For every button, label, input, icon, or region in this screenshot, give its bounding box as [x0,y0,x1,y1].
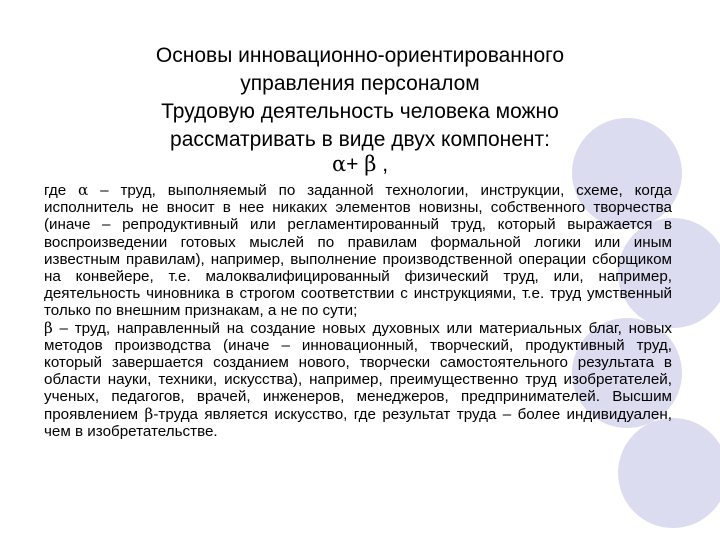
alpha-paragraph [44,182,672,320]
slide-title [110,42,610,154]
formula-plus: + [346,153,359,176]
beta-symbol-2: β [144,404,154,423]
beta-text-1: – труд, направленный на создание новых духовных или материальных благ, новых методов производства (иначе – инновационный, творческий, продуктивный труд, который завершается созданием нового, творчески самостоятельного результата в области науки, техники, искусства), например, преимущественно труд изобретателей, ученых, педагогов, врачей, инженеров, менеджеров, предпринимателей. Высшим проявлением [44,319,672,423]
beta-symbol: β [44,318,53,337]
title-line-3: Трудовую деятельность человека можно [161,100,559,123]
alpha-text: – труд, выполняемый по заданной технологии, инструкции, схеме, когда исполнитель не вносит в нее никаких элементов новизны, собственного творчества (иначе – репродуктивный или регламентированный труд, который выражается в воспроизведении готовых мыслей по правилам формальной логики или иным известным правилам), например, выполнение производственной операции сборщиком на конвейере, т.е. малоквалифицированный физический труд, или, например, деятельность чиновника в строгом соответствии с инструкциями, т.е. труд умственный только по внешним признакам, а не по сути; [44,182,672,320]
formula-alpha: α [331,152,347,176]
formula-beta: β [364,152,377,176]
formula-comma: , [382,153,389,176]
beta-text-2: -труда является искусство, где результат труда – более индивидуален, чем в изобретательстве. [44,405,672,440]
title-line-4: рассматривать в виде двух компонент: [170,128,550,151]
title-line-1: Основы инновационно-ориентированного [155,44,565,67]
formula [110,151,610,178]
body-text [44,182,672,440]
alpha-symbol: α [78,181,89,199]
beta-paragraph [44,320,672,440]
alpha-prefix: где [44,182,67,199]
title-line-2: управления персоналом [240,72,480,95]
